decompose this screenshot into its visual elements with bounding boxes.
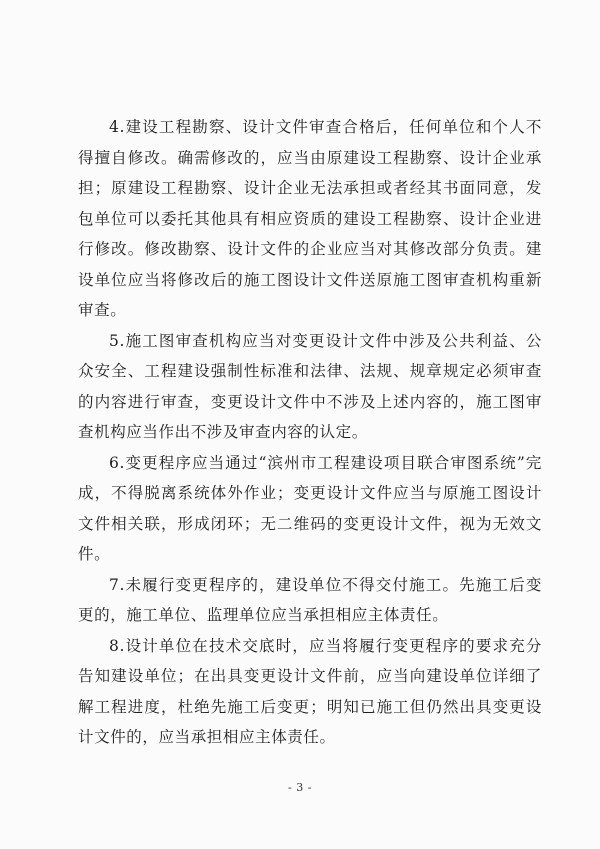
paragraph-item-8: 8.设计单位在技术交底时，应当将履行变更程序的要求充分告知建设单位；在出具变更设计文件前，应当向建设单位详细了解工程进度，杜绝先施工后变更；明知已施工但仍然出具变更设计文件的，应当承担相应主体责任。 (78, 636, 542, 746)
page-number: - 3 - (288, 781, 312, 794)
paragraph-item-5: 5.施工图审查机构应当对变更设计文件中涉及公共利益、公众安全、工程建设强制性标准和法律、法规、规章规定必须审查的内容进行审查，变更设计文件中不涉及上述内容的，施工图审查机构应当作出不涉及审查内容的认定。 (78, 331, 542, 441)
paragraph-item-6: 6.变更程序应当通过“滨州市工程建设项目联合审图系统”完成，不得脱离系统体外作业；变更设计文件应当与原施工图设计文件相关联，形成闭环；无二维码的变更设计文件，视为无效文件。 (78, 453, 542, 563)
paragraph-item-7: 7.未履行变更程序的，建设单位不得交付施工。先施工后变更的，施工单位、监理单位应当承担相应主体责任。 (78, 575, 542, 624)
paragraph-item-4: 4.建设工程勘察、设计文件审查合格后，任何单位和个人不得擅自修改。确需修改的，应当由原建设工程勘察、设计企业承担；原建设工程勘察、设计企业无法承担或者经其书面同意，发包单位可以委托其他具有相应资质的建设工程勘察、设计企业进行修改。修改勘察、设计文件的企业应当对其修改部分负责。建设单位应当将修改后的施工图设计文件送原施工图审查机构重新审查。 (78, 118, 542, 319)
document-body (78, 112, 542, 753)
